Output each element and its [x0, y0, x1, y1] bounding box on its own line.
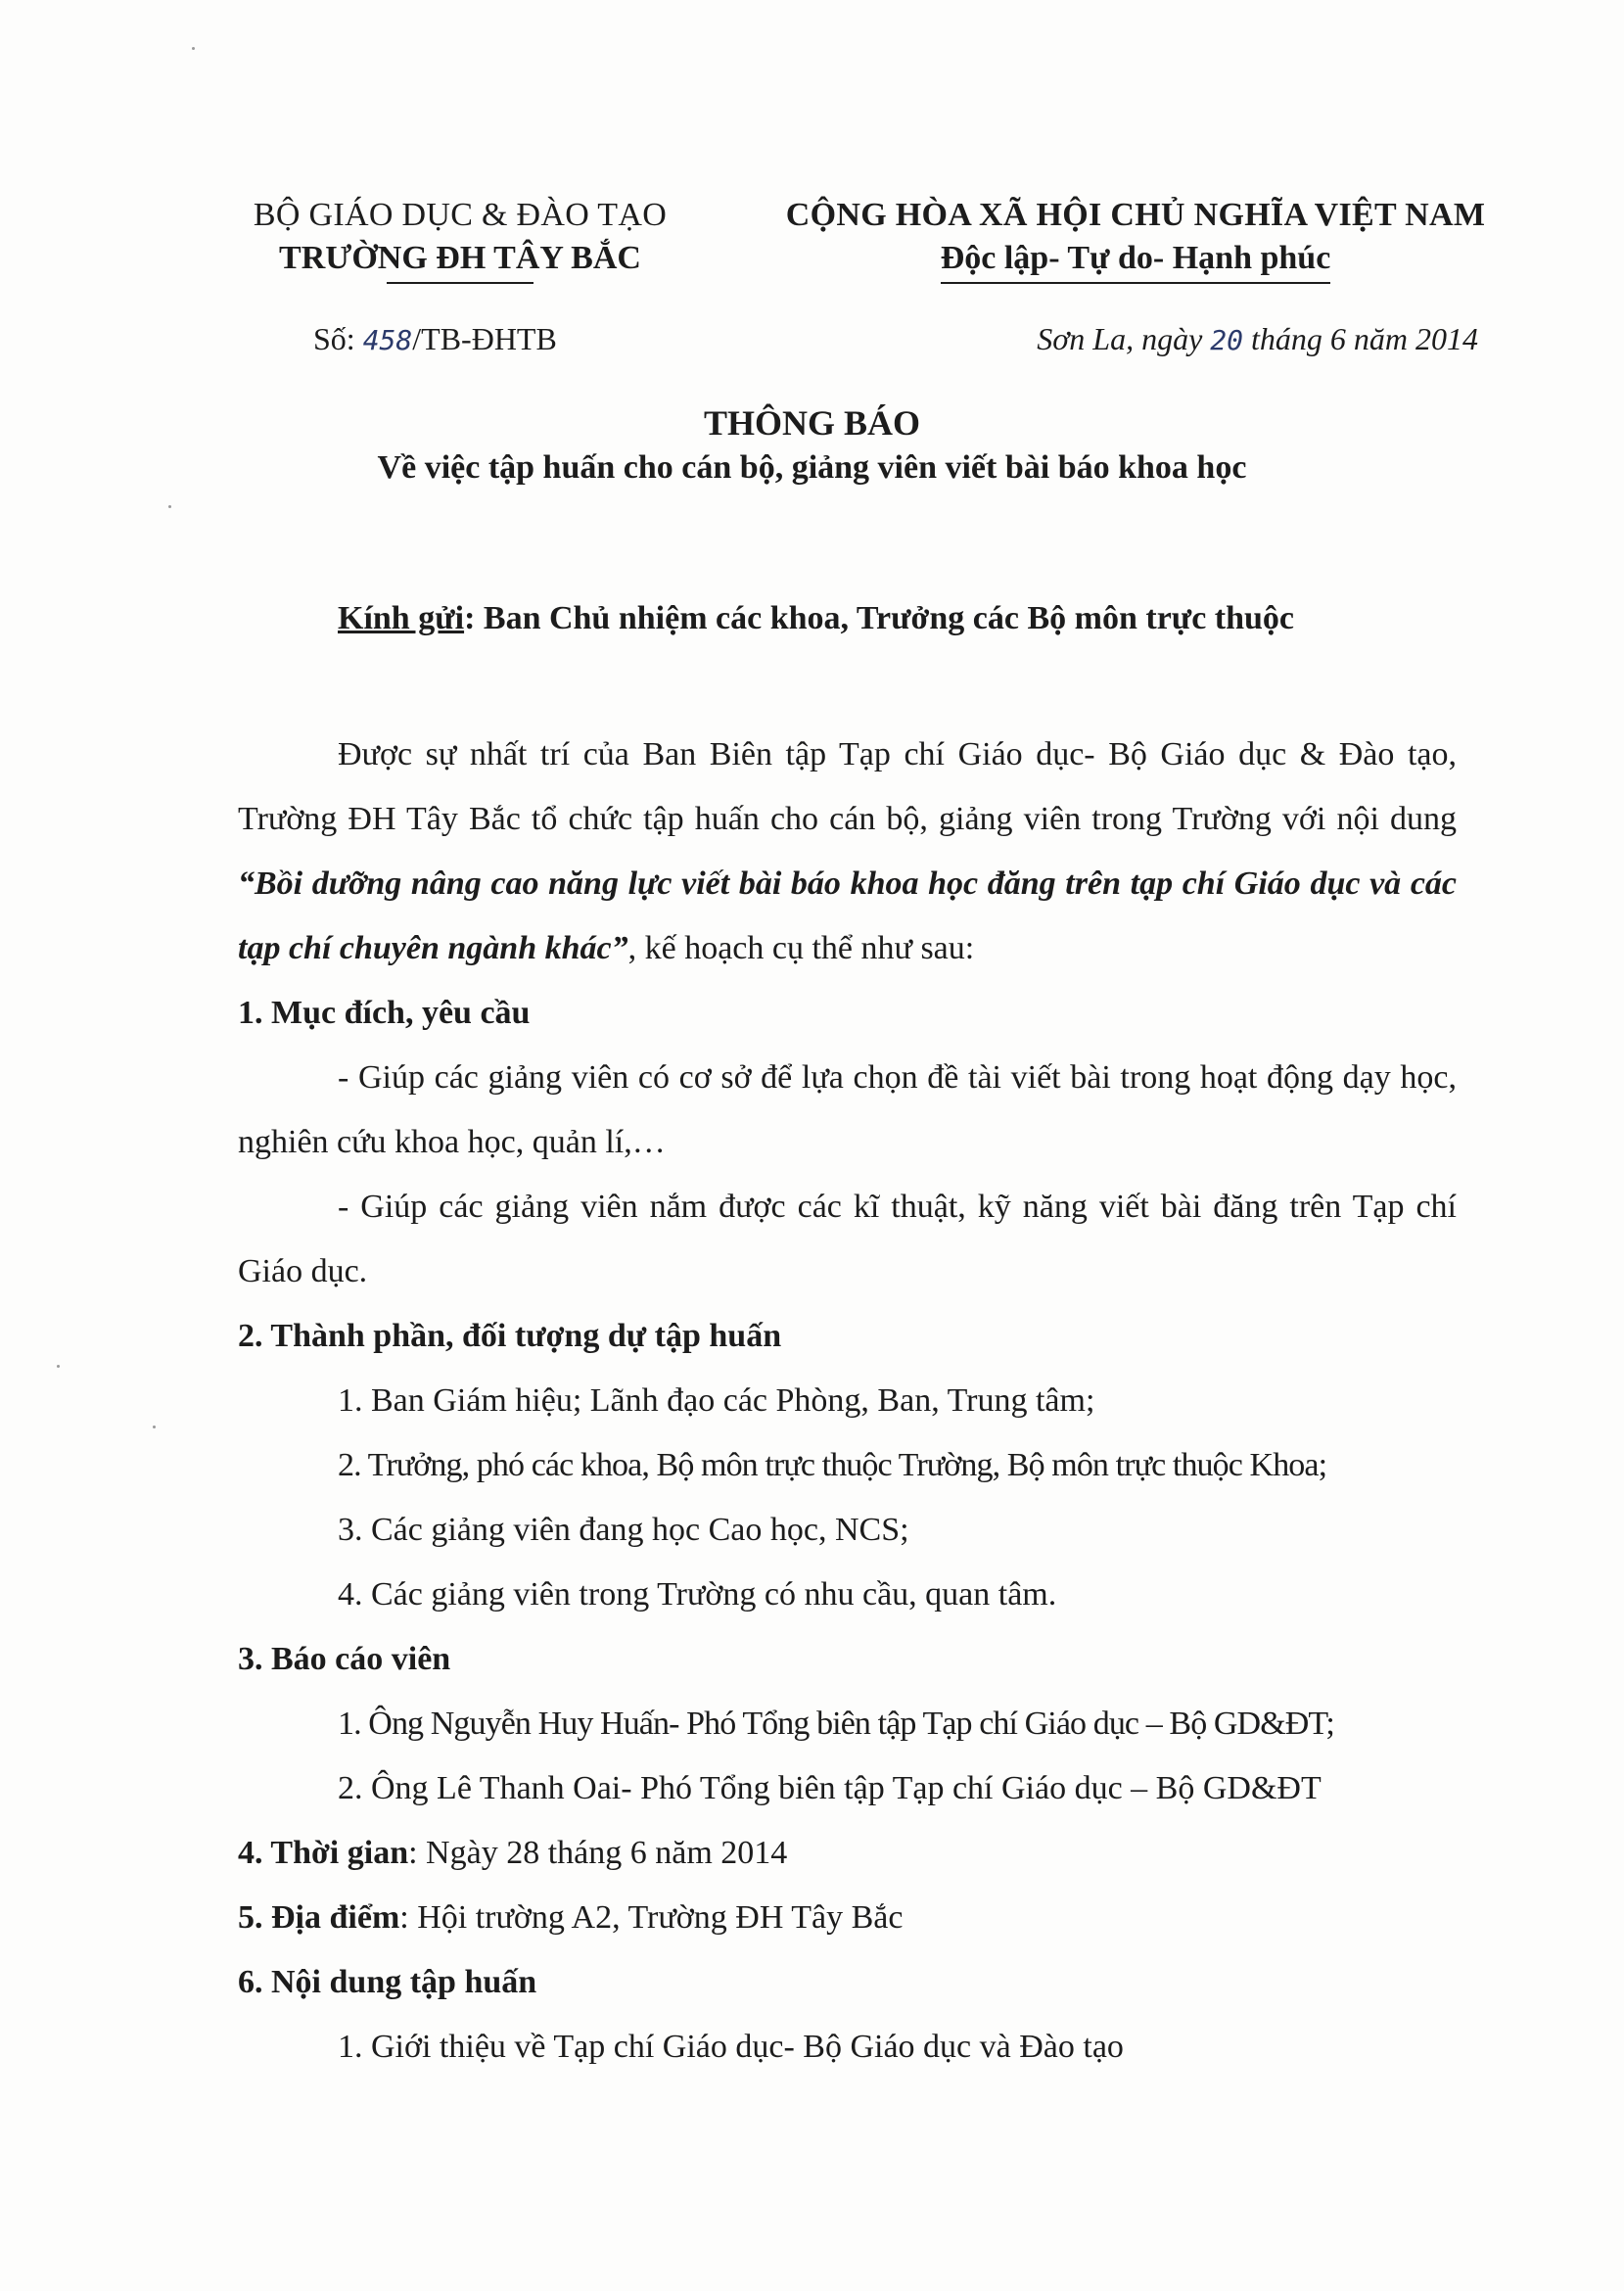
- intro-paragraph: [238, 723, 1457, 981]
- intro-quote: “Bồi dưỡng nâng cao năng lực viết bài báo khoa học đăng trên tạp chí Giáo dục và các tạp chí chuyên ngành khác”: [238, 865, 1457, 966]
- scan-speck: [57, 1365, 60, 1368]
- section-heading-content: 6. Nội dung tập huấn: [238, 1964, 537, 2000]
- purpose-item: - Giúp các giảng viên có cơ sở để lựa chọn đề tài viết bài trong hoạt động dạy học, nghiên cứu khoa học, quản lí,…: [238, 1059, 1457, 1160]
- section-place: [238, 1886, 1457, 1950]
- section-heading-participants: 2. Thành phần, đối tượng dự tập huấn: [238, 1318, 782, 1354]
- recipient-label: Kính gửi: [338, 600, 465, 636]
- doc-number-suffix: /TB-ĐHTB: [412, 321, 557, 356]
- document-title: THÔNG BÁO: [703, 403, 921, 443]
- recipient-line: [338, 597, 1294, 640]
- scan-speck: [168, 505, 171, 508]
- issuer-header: [225, 194, 695, 280]
- recipient-text: : Ban Chủ nhiệm các khoa, Trưởng các Bộ môn trực thuộc: [464, 600, 1295, 636]
- scan-speck: [153, 1426, 156, 1428]
- section-heading-speakers: 3. Báo cáo viên: [238, 1641, 451, 1677]
- doc-number-prefix: Số:: [313, 321, 363, 356]
- document-number: [313, 319, 557, 360]
- ministry-name: BỘ GIÁO DỤC & ĐÀO TẠO: [253, 197, 668, 233]
- section-time: [238, 1821, 1457, 1886]
- handwritten-doc-number: 458: [362, 324, 413, 356]
- place-value: : Hội trường A2, Trường ĐH Tây Bắc: [399, 1899, 904, 1936]
- date-suffix: tháng 6 năm 2014: [1243, 321, 1478, 356]
- country-name: CỘNG HÒA XÃ HỘI CHỦ NGHĨA VIỆT NAM: [785, 197, 1486, 233]
- time-value: : Ngày 28 tháng 6 năm 2014: [408, 1835, 788, 1871]
- intro-before: Được sự nhất trí của Ban Biên tập Tạp chí Giáo dục- Bộ Giáo dục & Đào tạo, Trường ĐH Tây Bắc tổ chức tập huấn cho cán bộ, giảng viên trong Trường với nội dung: [238, 736, 1457, 837]
- participant-item: 4. Các giảng viên trong Trường có nhu cầu, quan tâm.: [338, 1576, 1057, 1613]
- issue-date: [979, 319, 1478, 360]
- section-heading-purpose: 1. Mục đích, yêu cầu: [238, 995, 531, 1031]
- speaker-item: 1. Ông Nguyễn Huy Huấn- Phó Tổng biên tập Tạp chí Giáo dục – Bộ GD&ĐT;: [338, 1706, 1334, 1742]
- university-name: TRƯỜNG ĐH TÂY BẮC: [279, 237, 641, 280]
- intro-after: , kế hoạch cụ thể như sau:: [627, 930, 975, 966]
- document-subtitle: Về việc tập huấn cho cán bộ, giảng viên viết bài báo khoa học: [377, 449, 1247, 486]
- time-label: 4. Thời gian: [238, 1835, 409, 1871]
- speaker-item: 2. Ông Lê Thanh Oai- Phó Tổng biên tập Tạp chí Giáo dục – Bộ GD&ĐT: [338, 1770, 1322, 1806]
- purpose-item: - Giúp các giảng viên nắm được các kĩ thuật, kỹ năng viết bài đăng trên Tạp chí Giáo dục.: [238, 1189, 1457, 1289]
- participant-item: 3. Các giảng viên đang học Cao học, NCS;: [338, 1512, 909, 1548]
- scan-speck: [192, 47, 195, 50]
- participant-item: 2. Trưởng, phó các khoa, Bộ môn trực thuộc Trường, Bộ môn trực thuộc Khoa;: [338, 1447, 1327, 1483]
- document-body: [238, 723, 1457, 2080]
- national-header: [764, 194, 1508, 284]
- date-prefix: Sơn La, ngày: [1037, 321, 1211, 356]
- national-motto: Độc lập- Tự do- Hạnh phúc: [941, 237, 1331, 284]
- content-item: 1. Giới thiệu về Tạp chí Giáo dục- Bộ Giáo dục và Đào tạo: [338, 2029, 1124, 2065]
- handwritten-day: 20: [1210, 324, 1243, 356]
- participant-item: 1. Ban Giám hiệu; Lãnh đạo các Phòng, Ban, Trung tâm;: [338, 1382, 1095, 1419]
- place-label: 5. Địa điểm: [238, 1899, 400, 1936]
